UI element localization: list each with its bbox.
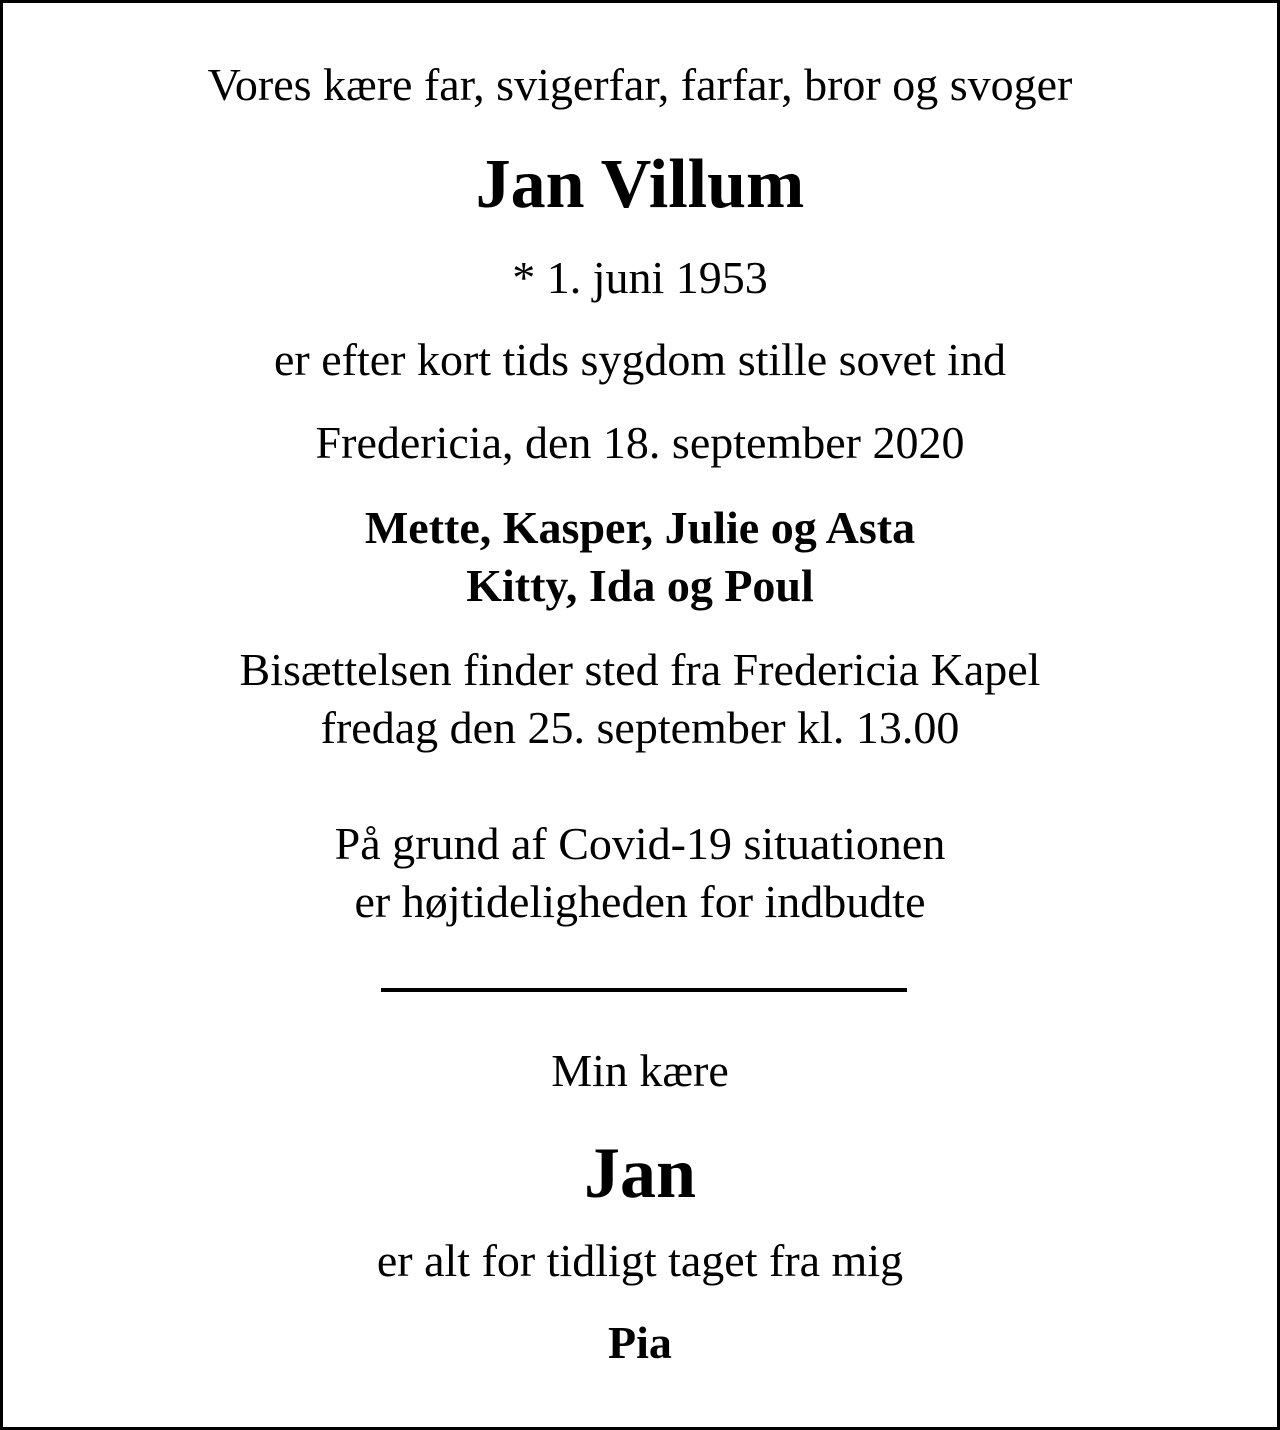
birth-date: * 1. juni 1953 [512, 252, 768, 303]
intro-text: Vores kære far, svigerfar, farfar, bror og svoger [207, 59, 1073, 110]
personal-farewell: er alt for tidligt taget fra mig [376, 1235, 904, 1286]
deceased-name: Jan Villum [475, 146, 805, 223]
covid-line: er højtideligheden for indbudte [354, 876, 926, 927]
mourners-line: Kitty, Ida og Poul [466, 560, 814, 611]
section-divider [381, 988, 907, 992]
funeral-info [3, 641, 1277, 757]
covid-line: På grund af Covid-19 situationen [334, 818, 946, 869]
funeral-line: fredag den 25. september kl. 13.00 [320, 702, 960, 753]
death-announcement: er efter kort tids sygdom stille sovet ind [273, 334, 1007, 385]
signature: Pia [608, 1317, 672, 1368]
mourners-line: Mette, Kasper, Julie og Asta [364, 502, 916, 553]
funeral-line: Bisættelsen finder sted fra Fredericia Kapel [239, 644, 1041, 695]
mourners-list [3, 499, 1277, 615]
place-and-date: Fredericia, den 18. september 2020 [315, 417, 965, 468]
covid-notice [3, 815, 1277, 931]
personal-name: Jan [583, 1133, 697, 1213]
personal-greeting: Min kære [551, 1045, 729, 1096]
